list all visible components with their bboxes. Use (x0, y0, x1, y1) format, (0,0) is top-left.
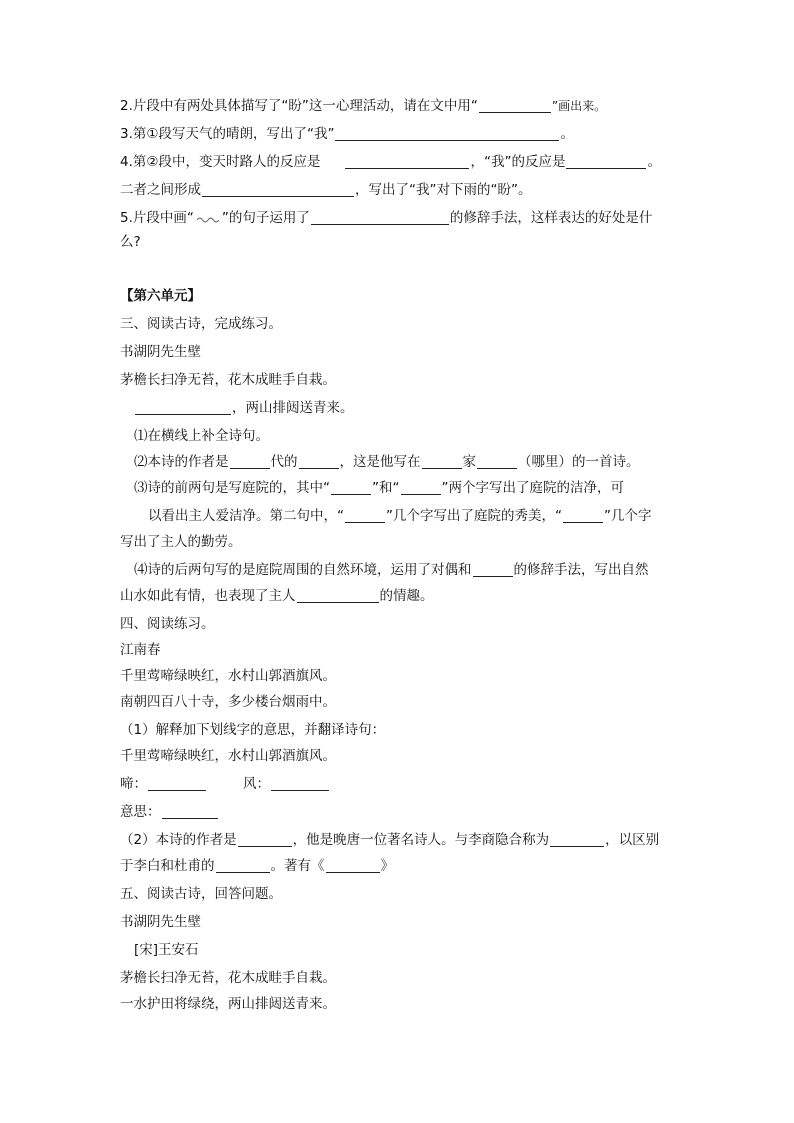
unit6-q2-blank-person[interactable] (422, 454, 462, 469)
unit6-q3-text-1: ⑶诗的前两句是写庭院的，其中“ (134, 480, 330, 496)
unit-6-heading (120, 286, 682, 306)
sec4-q2-line-2 (120, 856, 682, 876)
q5-text-2: ”的句子运用了 (221, 210, 310, 226)
unit6-q2-text-2: 代的 (270, 454, 298, 470)
section-5-title (120, 884, 682, 904)
sec4-poem-line-2-text: 南朝四百八十寺，多少楼台烟雨中。 (120, 694, 336, 710)
question-2 (120, 96, 682, 116)
question-4-line-2 (120, 180, 682, 200)
unit6-q2-blank-author[interactable] (299, 454, 339, 469)
sec4-q2-blank-book[interactable] (326, 858, 380, 873)
sec4-q1-meaning-blank[interactable] (162, 804, 218, 819)
q4-text-1: 4.第②段中，变天时路人的反应是 (120, 154, 321, 170)
poem-line-1-text: 茅檐长扫净无苔，花木成畦手自栽。 (120, 372, 336, 388)
q4-text-2: ，“我”的反应是 (470, 154, 566, 170)
unit6-q3-text-5: ”几个字写出了庭院的秀美，“ (386, 508, 562, 524)
unit6-q4-line-1 (134, 560, 682, 580)
unit6-q1 (134, 426, 682, 446)
q4-text-3: 。 (647, 154, 661, 170)
sec4-poem-title (120, 640, 682, 660)
unit6-q3-blank-1[interactable] (331, 480, 371, 495)
q4-blank-contrast[interactable] (202, 182, 354, 197)
unit6-q3-text-3: ”两个字写出了庭院的洁净，可 (441, 480, 624, 496)
poem-fill-blank[interactable] (135, 400, 231, 415)
unit6-q3-line-2 (148, 506, 682, 526)
unit6-q2-text-3: ，这是他写在 (339, 454, 421, 470)
sec4-q2-text-1: （2）本诗的作者是 (120, 832, 237, 848)
question-4-line-1 (120, 152, 682, 172)
unit6-q4-text-4: 的情趣。 (379, 588, 434, 604)
unit6-q4-text-2: 的修辞手法，写出自然 (513, 562, 649, 578)
unit6-q3-line-1 (134, 478, 682, 498)
section-3-title-text: 三、阅读古诗，完成练习。 (120, 316, 282, 332)
sec4-q1-ti-label: 啼： (120, 776, 147, 792)
unit6-q4-line-2 (120, 586, 682, 606)
sec4-q1-poem-text: 千里莺啼绿映红，水村山郭酒旗风。 (120, 748, 336, 764)
unit6-q3-text-7: 写出了主人的勤劳。 (120, 534, 242, 550)
sec4-q1-meaning-label: 意思： (120, 804, 161, 820)
question-5-line-2 (120, 232, 682, 252)
sec4-q2-text-6: 》 (380, 858, 394, 874)
q2-text-before: 2.片段中有两处具体描写了“盼”这一心理活动，请在文中用“ (120, 98, 478, 114)
sec4-q1-meaning (120, 802, 682, 822)
section-3-title (120, 314, 682, 334)
sec4-poem-line-1-text: 千里莺啼绿映红，水村山郭酒旗风。 (120, 668, 336, 684)
poem-line-1 (120, 370, 682, 390)
unit6-q2-text-1: ⑵本诗的作者是 (134, 454, 229, 470)
section-4-title (120, 614, 682, 634)
q2-answer-blank[interactable] (479, 98, 551, 113)
sec5-poem-line-1 (120, 968, 682, 988)
poem-title (120, 342, 682, 362)
section-5-title-text: 五、阅读古诗，回答问题。 (120, 886, 282, 902)
unit6-q3-blank-3[interactable] (345, 508, 385, 523)
q5-text-3: 的修辞手法，这样表达的好处是什 (449, 210, 653, 226)
sec5-poem-line-2 (120, 994, 682, 1014)
question-5-line-1 (120, 208, 682, 228)
sec4-poem-line-2 (120, 692, 682, 712)
q3-text-after: 。 (560, 126, 574, 142)
poem-line-2 (134, 398, 682, 418)
sec4-q2-blank-distinct[interactable] (216, 858, 270, 873)
sec4-q2-text-2: ，他是晚唐一位著名诗人。与李商隐合称为 (292, 832, 550, 848)
sec4-q2-text-3: ，以区别 (605, 832, 660, 848)
unit-6-heading-text: 【第六单元】 (120, 288, 201, 304)
question-3 (120, 124, 682, 144)
sec5-poem-line-2-text: 一水护田将绿绕，两山排闼送青来。 (120, 996, 336, 1012)
wavy-underline-icon (197, 214, 219, 224)
unit6-q4-text-1: ⑷诗的后两句写的是庭院周围的自然环境，运用了对偶和 (134, 562, 472, 578)
unit6-q4-blank-2[interactable] (297, 588, 379, 603)
unit6-q3-text-4: 以看出主人爱洁净。第二句中，“ (148, 508, 344, 524)
sec4-q1-poem (120, 746, 682, 766)
unit6-q3-blank-4[interactable] (563, 508, 603, 523)
q2-text-after: ”画出来。 (551, 99, 607, 113)
poem-line-2-text: ，两山排闼送青来。 (232, 400, 354, 416)
sec4-q1-feng-blank[interactable] (271, 776, 329, 791)
section-4-title-text: 四、阅读练习。 (120, 616, 215, 632)
sec4-poem-line-1 (120, 666, 682, 686)
sec4-q2-text-4: 于李白和杜甫的 (120, 858, 215, 874)
q4-text-4: 二者之间形成 (120, 182, 201, 198)
q3-answer-blank[interactable] (335, 126, 559, 141)
sec5-poem-title (120, 912, 682, 932)
q4-blank-passersby[interactable] (345, 154, 469, 169)
unit6-q4-blank-1[interactable] (473, 562, 513, 577)
sec5-author-text: [宋]王安石 (134, 942, 199, 958)
sec4-q2-line-1 (120, 830, 682, 850)
unit6-q2-blank-dynasty[interactable] (230, 454, 270, 469)
sec5-author (134, 940, 682, 960)
sec4-q1-feng-label: 风： (243, 776, 270, 792)
sec4-q1 (120, 720, 682, 740)
unit6-q1-text: ⑴在横线上补全诗句。 (134, 428, 269, 444)
q3-text-before: 3.第①段写天气的晴朗，写出了“我” (120, 126, 335, 142)
q5-blank-rhetoric[interactable] (311, 210, 449, 225)
sec4-q1-words (120, 774, 682, 794)
unit6-q2 (134, 452, 682, 472)
q4-text-5: ，写出了“我”对下雨的“盼”。 (355, 182, 532, 198)
unit6-q2-blank-where[interactable] (477, 454, 517, 469)
q5-text-4: 么? (120, 234, 141, 250)
sec5-poem-line-1-text: 茅檐长扫净无苔，花木成畦手自栽。 (120, 970, 336, 986)
sec4-q2-blank-title[interactable] (550, 832, 604, 847)
unit6-q2-text-4: 家 (462, 454, 476, 470)
sec4-q2-text-5: 。著有《 (270, 858, 325, 874)
sec4-poem-title-text: 江南春 (120, 642, 161, 658)
unit6-q2-text-5: （哪里）的一首诗。 (518, 454, 640, 470)
sec4-q1-ti-blank[interactable] (148, 776, 206, 791)
q5-text-1: 5.片段中画“ (120, 210, 194, 226)
unit6-q3-text-2: ”和“ (372, 480, 400, 496)
unit6-q3-line-3 (120, 532, 682, 552)
unit6-q3-text-6: ”几个字 (604, 508, 652, 524)
sec4-q1-text: （1）解释加下划线字的意思，并翻译诗句： (120, 722, 386, 738)
poem-title-text: 书湖阴先生壁 (120, 344, 201, 360)
unit6-q4-text-3: 山水如此有情，也表现了主人 (120, 588, 296, 604)
sec4-q2-blank-author[interactable] (238, 832, 292, 847)
sec5-poem-title-text: 书湖阴先生壁 (120, 914, 201, 930)
unit6-q3-blank-2[interactable] (401, 480, 441, 495)
q4-blank-me[interactable] (566, 154, 646, 169)
